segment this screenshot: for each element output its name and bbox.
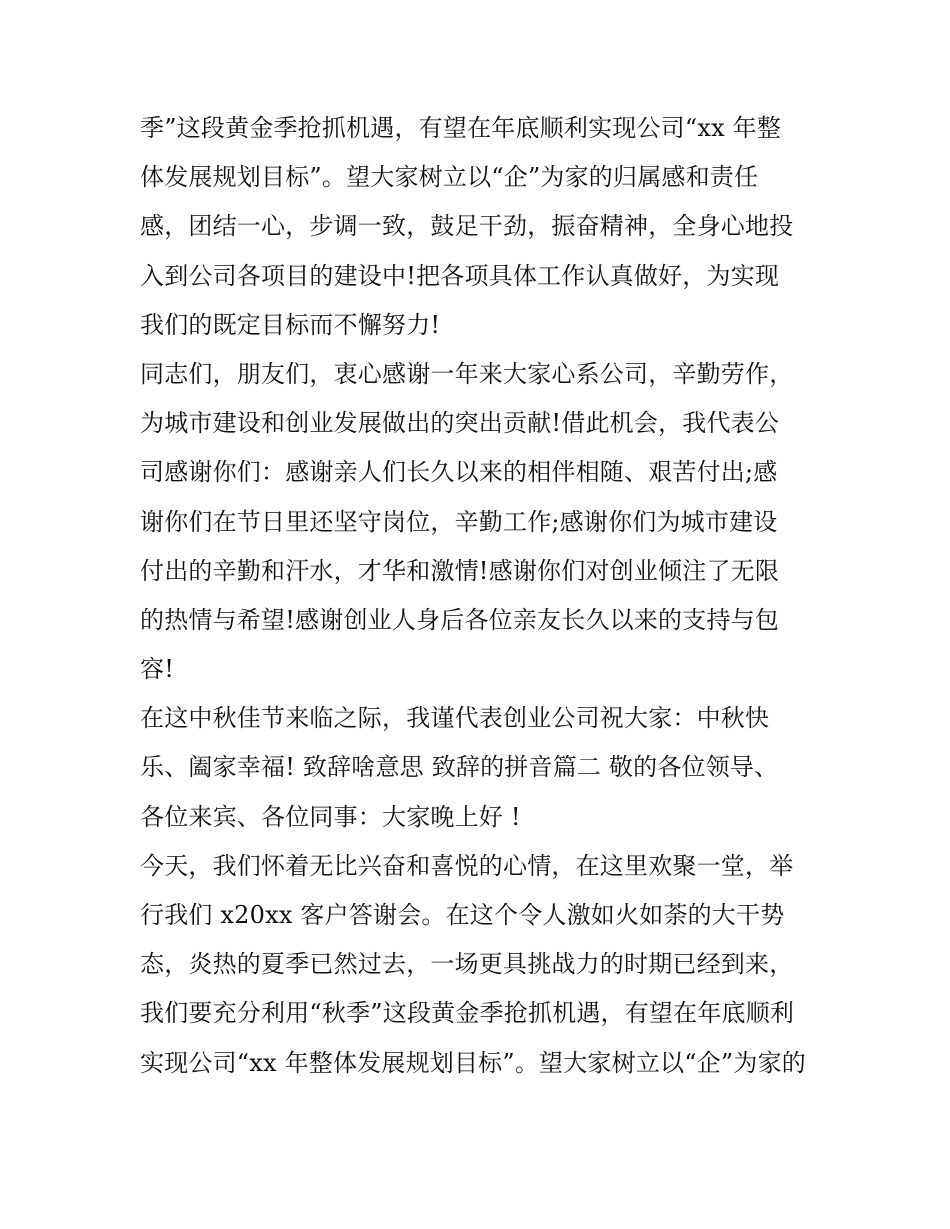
text-line: 为城市建设和创业发展做出的突出贡献!借此机会，我代表公 bbox=[140, 409, 780, 438]
text-line: 今天，我们怀着无比兴奋和喜悦的心情，在这里欢聚一堂，举 bbox=[140, 851, 794, 880]
text-line: 在这中秋佳节来临之际，我谨代表创业公司祝大家：中秋快 bbox=[140, 704, 770, 733]
text-line: 入到公司各项目的建设中!把各项具体工作认真做好，为实现 bbox=[140, 261, 780, 290]
text-line: 司感谢你们：感谢亲人们长久以来的相伴相随、艰苦付出;感 bbox=[140, 458, 778, 487]
text-line: 行我们 x20xx 客户答谢会。在这个令人激如火如荼的大干势 bbox=[140, 901, 785, 929]
text-line: 我们要充分利用“秋季”这段黄金季抢抓机遇，有望在年底顺利 bbox=[140, 999, 795, 1028]
text-line: 谢你们在节日里还坚守岗位，辛勤工作;感谢你们为城市建设 bbox=[140, 507, 778, 536]
text-line: 感，团结一心，步调一致，鼓足干劲，振奋精神，全身心地投 bbox=[140, 212, 794, 241]
text-line: 体发展规划目标”。望大家树立以“企”为家的归属感和责任 bbox=[140, 163, 759, 192]
text-line: 同志们，朋友们，衷心感谢一年来大家心系公司，辛勤劳作， bbox=[140, 359, 794, 388]
text-line: 季”这段黄金季抢抓机遇，有望在年底顺利实现公司“xx 年整 bbox=[140, 114, 782, 142]
text-line: 付出的辛勤和汗水，才华和激情!感谢你们对创业倾注了无限 bbox=[140, 556, 780, 585]
text-line: 乐、阖家幸福! 致辞啥意思 致辞的拼音篇二 敬的各位领导、 bbox=[140, 753, 779, 782]
text-line: 各位来宾、各位同事：大家晚上好 ! bbox=[140, 802, 521, 831]
text-line: 我们的既定目标而不懈努力! bbox=[140, 310, 441, 339]
text-line: 态，炎热的夏季已然过去，一场更具挑战力的时期已经到来， bbox=[140, 950, 794, 979]
text-line: 容! bbox=[140, 655, 175, 684]
document-body bbox=[140, 104, 830, 1088]
text-line: 的热情与希望!感谢创业人身后各位亲友长久以来的支持与包 bbox=[140, 605, 780, 634]
text-line: 实现公司“xx 年整体发展规划目标”。望大家树立以“企”为家的 bbox=[140, 1048, 806, 1077]
